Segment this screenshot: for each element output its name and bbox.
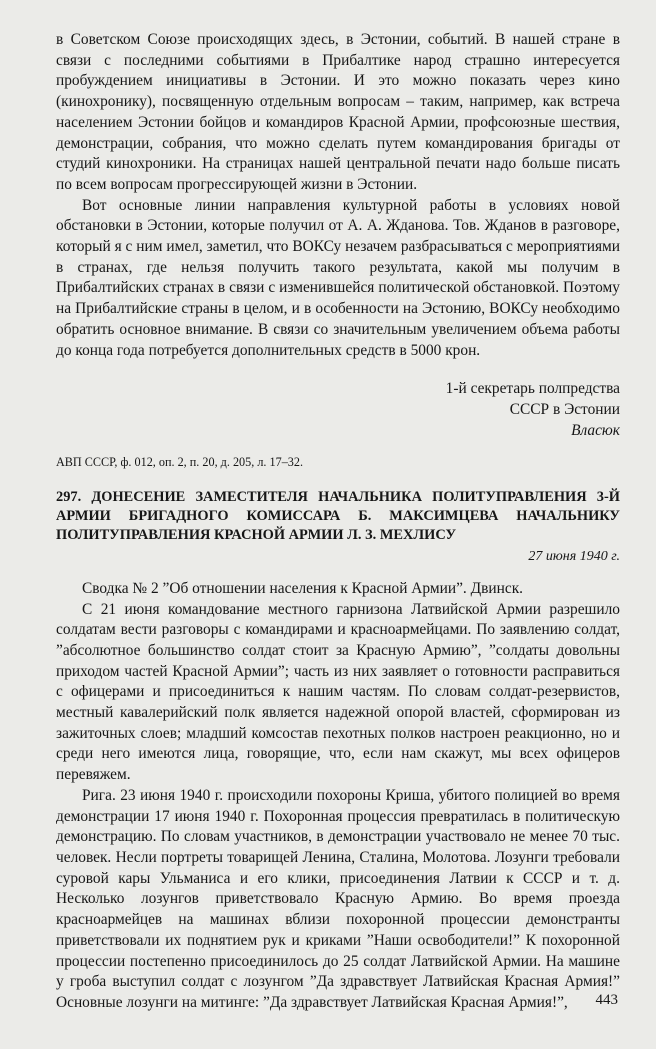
signature-name: Власюк xyxy=(571,421,620,439)
document-heading: 297. ДОНЕСЕНИЕ ЗАМЕСТИТЕЛЯ НАЧАЛЬНИКА ПОЛИТУПРАВЛЕНИЯ 3-Й АРМИИ БРИГАДНОГО КОМИССАРА Б. МАКСИМЦЕВА НАЧАЛЬНИКУ ПОЛИТУПРАВЛЕНИЯ КРАСНОЙ АРМИИ Л. З. МЕХЛИСУ xyxy=(56,488,620,543)
paragraph-summary-title: Сводка № 2 ”Об отношении населения к Красной Армии”. Двинск. xyxy=(82,579,524,597)
paragraph-dvinsk: С 21 июня командование местного гарнизона Латвийской Армии разрешило солдатам вести разговоры с командирами и красноармейцами. По заявлению солдат, ”абсолютное большинство солдат стоит за Красную Армию”, ”солдаты довольны приходом частей Красной Армии”; часть из них заявляет о готовности расправиться с офицерами и присоединиться к нашим частям. По словам солдат-резервистов, местный кавалерийский полк является надежной опорой властей, сформирован из зажиточных слоев; младший комсостав пехотных полков настроен реакционно, но и среди него имеются лица, говорящие, что, если нам скажут, мы всех офицеров перевяжем. xyxy=(56,600,620,784)
archive-source-note: АВП СССР, ф. 012, оп. 2, п. 20, д. 205, л. 17–32. xyxy=(56,455,304,470)
page-number: 443 xyxy=(595,992,618,1008)
paragraph-continuation: в Советском Союзе происходящих здесь, в Эстонии, событий. В нашей стране в связи с последними событиями в Прибалтике народ страшно интересуется пробуждением инициативы в Эстонии. И это можно показать через кино (кинохронику), посвященную отдельным вопросам – таким, например, как встреча населением Эстонии бойцов и командиров Красной Армии, профсоюзные шествия, демонстрации, собрания, что можно сделать путем командирования бригады от студий кинохроники. На страницах нашей центральной печати надо больше писать по всем вопросам прогрессирующей жизни в Эстонии. xyxy=(56,31,620,193)
paragraph-culture-work: Вот основные линии направления культурной работы в условиях новой обстановки в Эстонии, которые получил от А. А. Жданова. Тов. Жданов в разговоре, который я с ним имел, заметил, что ВОКСу незачем разбрасываться с мероприятиями в странах, где нельзя получить такого результата, какой мы получим в Прибалтийских странах в связи с изменившейся политической обстановкой. Поэтому на Прибалтийские страны в целом, и в особенности на Эстонию, ВОКСу необходимо обратить основное внимание. В связи со значительным увеличением объема работы до конца года потребуется дополнительных средств в 5000 крон. xyxy=(56,196,620,359)
document-date: 27 июня 1940 г. xyxy=(528,548,620,564)
paragraph-riga: Рига. 23 июня 1940 г. происходили похороны Криша, убитого полицией во время демонстрации 17 июня 1940 г. Похоронная процессия превратилась в политическую демонстрацию. По словам участников, в демонстрации участвовало не менее 70 тыс. человек. Несли портреты товарищей Ленина, Сталина, Молотова. Лозунги требовали суровой кары Ульманиса и его клики, присоединения Латвии к СССР и т. д. Несколько лозунгов приветствовало Красную Армию. Во время проезда красноармейцев на машинах вблизи похоронной процессии демонстранты приветствовали их поднятием рук и криками ”Наши освободители!” К похоронной процессии постепенно присоединилось до 25 солдат Латвийской Армии. На машине у гроба выступил солдат с лозунгом ”Да здравствует Латвийская Красная Армия!” Основные лозунги на митинге: ”Да здравствует Латвийская Красная Армия!”, xyxy=(56,786,620,1011)
signature-org: СССР в Эстонии xyxy=(509,400,620,418)
signature-title: 1-й секретарь полпредства xyxy=(445,380,620,398)
signature-block xyxy=(56,379,620,441)
